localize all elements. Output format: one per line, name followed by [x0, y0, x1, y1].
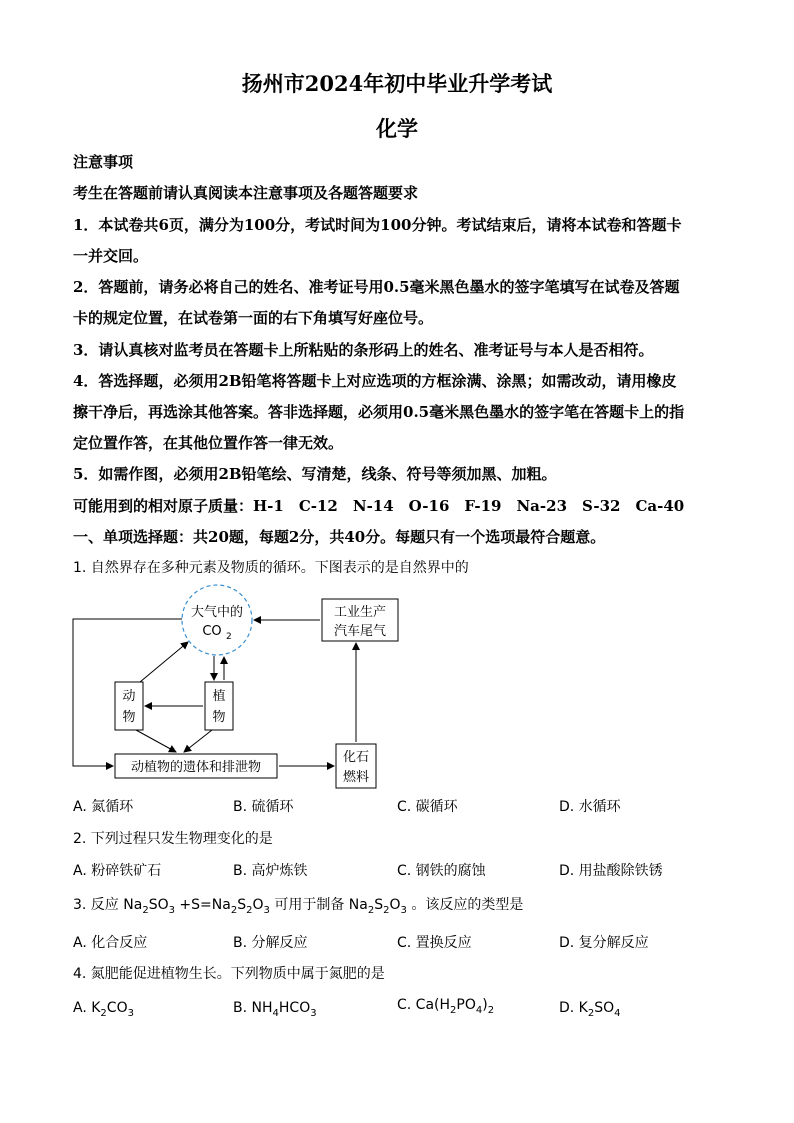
industry-label-line1: 工业生产: [333, 605, 387, 620]
fossil-label-line1: 化石: [342, 750, 370, 765]
q3-option-d: D. 复分解反应: [559, 935, 649, 951]
notice-item: 3．请认真核对监考员在答题卡上所粘贴的条形码上的姓名、准考证号与本人是否相符。: [73, 341, 654, 359]
q4-option-d: D. $K_2SO_4$: [559, 1000, 621, 1019]
fossil-label-line2: 燃料: [342, 770, 370, 785]
q2-option-c: C. 钢铁的腐蚀: [397, 863, 486, 879]
notice-item: 1．本试卷共6页，满分为100分，考试时间为100分钟。考试结束后，请将本试卷和答题卡: [73, 216, 682, 234]
animal-label-line2: 物: [122, 710, 136, 725]
question-2-stem: 2. 下列过程只发生物理变化的是: [73, 831, 273, 847]
industry-label-line2: 汽车尾气: [333, 624, 387, 639]
plant-label-line1: 植: [212, 689, 226, 704]
exam-title: 扬州市2024年初中毕业升学考试: [241, 71, 553, 96]
carbon-cycle-diagram: [60, 582, 440, 792]
q4-option-b: B. $NH_4HCO_3$: [233, 1000, 317, 1019]
q4-option-a: A. $K_2CO_3$: [73, 1000, 134, 1019]
subject-title: 化学: [376, 116, 418, 141]
notice-intro: 考生在答题前请认真阅读本注意事项及各题答题要求: [73, 184, 419, 202]
co2-circle: [182, 585, 252, 655]
q1-option-c: C. 碳循环: [397, 799, 458, 815]
q2-option-b: B. 高炉炼铁: [233, 863, 308, 879]
q1-option-b: B. 硫循环: [233, 799, 294, 815]
co2-label-line1: 大气中的: [190, 605, 244, 620]
question-4-stem: 4. 氮肥能促进植物生长。下列物质中属于氮肥的是: [73, 966, 385, 982]
notice-heading: 注意事项: [73, 153, 134, 171]
q2-option-a: A. 粉碎铁矿石: [73, 863, 162, 879]
q1-option-a: A. 氮循环: [73, 799, 134, 815]
atomic-masses: 可能用到的相对原子质量：H-1 C-12 N-14 O-16 F-19 Na-23 S-32 Ca-40: [73, 497, 685, 515]
question-1-stem: 1. 自然界存在多种元素及物质的循环。下图表示的是自然界中的: [73, 560, 469, 576]
notice-item: 5．如需作图，必须用2B铅笔绘、写清楚，线条、符号等须加黑、加粗。: [73, 465, 557, 483]
notice-item: 卡的规定位置，在试卷第一面的右下角填写好座位号。: [73, 309, 434, 327]
q2-option-d: D. 用盐酸除铁锈: [559, 863, 663, 879]
co2-label-line2: CO: [202, 624, 222, 639]
plant-label-line2: 物: [212, 710, 226, 725]
notice-item: 擦干净后，再选涂其他答案。答非选择题，必须用0.5毫米黑色墨水的签字笔在答题卡上的指: [73, 403, 685, 421]
section-heading: 一、单项选择题：共20题，每题2分，共40分。每题只有一个选项最符合题意。: [73, 528, 606, 546]
q1-option-d: D. 水循环: [559, 799, 621, 815]
notice-item: 定位置作答，在其他位置作答一律无效。: [73, 434, 344, 452]
notice-item: 4．答选择题，必须用2B铅笔将答题卡上对应选项的方框涂满、涂黑；如需改动，请用橡皮: [73, 372, 677, 390]
animal-label-line1: 动: [122, 689, 136, 704]
q3-option-a: A. 化合反应: [73, 935, 148, 951]
notice-item: 2．答题前，请务必将自己的姓名、准考证号用0.5毫米黑色墨水的签字笔填写在试卷及答题: [73, 278, 680, 296]
co2-subscript: 2: [226, 632, 232, 642]
q3-option-c: C. 置换反应: [397, 935, 472, 951]
remains-label: 动植物的遗体和排泄物: [130, 760, 262, 775]
question-3-stem: 3. 反应 $Na_2SO_3 +S=Na_2S_2O_3$ 可用于制备 $Na_2S_2O_3$ 。该反应的类型是: [73, 897, 524, 916]
notice-item: 一并交回。: [73, 247, 149, 265]
q3-option-b: B. 分解反应: [233, 935, 308, 951]
q4-option-c: C. $Ca(H_2PO_4)_2$: [397, 997, 495, 1016]
